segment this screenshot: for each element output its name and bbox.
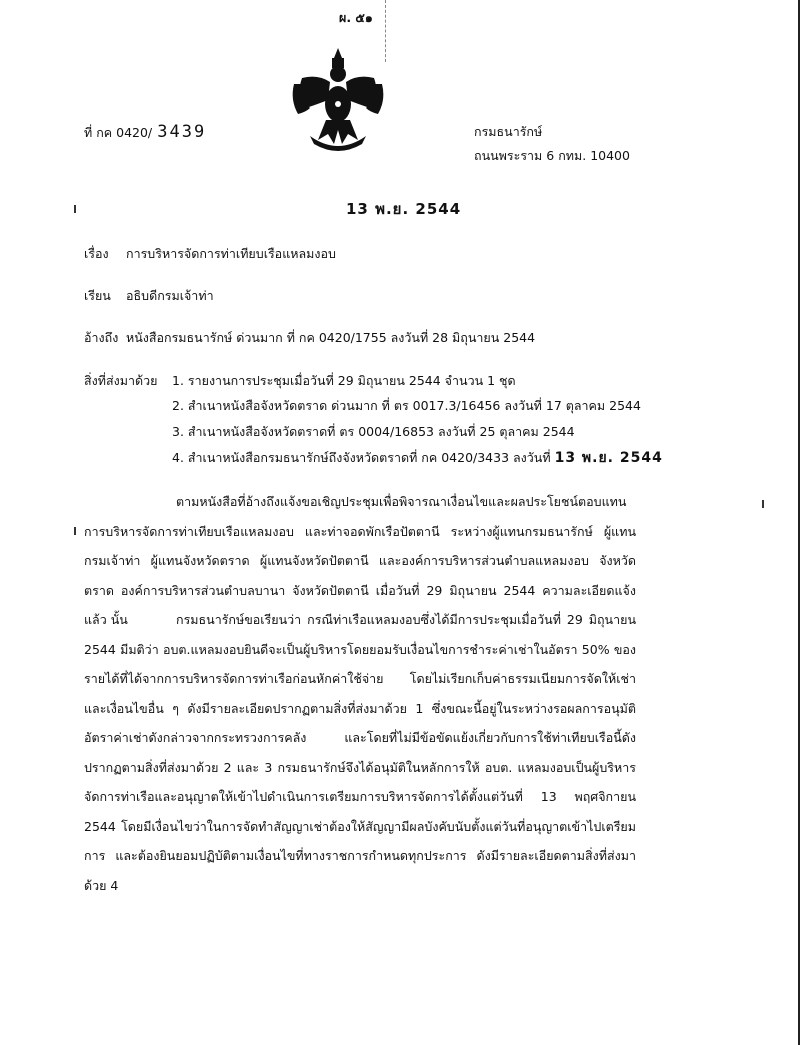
subject-label: เรื่อง xyxy=(84,246,109,261)
punch-mark xyxy=(762,500,764,508)
reference-label: อ้างถึง xyxy=(84,330,119,345)
enclosure-item: 2. สำเนาหนังสือจังหวัดตราด ด่วนมาก ที่ ตร 0017.3/16456 ลงวันที่ 17 ตุลาคม 2544 xyxy=(172,398,641,413)
punch-mark xyxy=(74,205,76,213)
reference-prefix: ที่ กค 0420/ xyxy=(84,125,153,140)
reference-number-value: 3439 xyxy=(157,122,207,142)
enclosures-label: สิ่งที่ส่งมาด้วย xyxy=(84,373,158,388)
sender-org: กรมธนารักษ์ xyxy=(474,124,543,139)
recipient-text: อธิบดีกรมเจ้าท่า xyxy=(126,288,214,303)
enclosure-item: 1. รายงานการประชุมเมื่อวันที่ 29 มิถุนายน 2544 จำนวน 1 ชุด xyxy=(172,373,516,388)
sender-address: ถนนพระราม 6 กทม. 10400 xyxy=(474,148,630,163)
punch-mark xyxy=(74,527,76,535)
enclosure-item-text: 4. สำเนาหนังสือกรมธนารักษ์ถึงจังหวัดตราดที่ กค 0420/3433 ลงวันที่ xyxy=(172,450,551,465)
recipient-label: เรียน xyxy=(84,288,111,303)
enclosure-item: 3. สำเนาหนังสือจังหวัดตราดที่ ตร 0004/16853 ลงวันที่ 25 ตุลาคม 2544 xyxy=(172,424,575,439)
body-paragraph-2: กรมธนารักษ์ขอเรียนว่า กรณีท่าเรือแหลมงอบซึ่งได้มีการประชุมเมื่อวันที่ 29 มิถุนายน 2544 มีมติว่า อบต.แหลมงอบยินดีจะเป็นผู้บริหารโดยยอมรับเงื่อนไขการชำระค่าเช่าในอัตรา 50% ของรายได้ที่ได้จากการบริหารจัดการท่าเรือก่อนหักค่าใช้จ่าย โดยไม่เรียกเก็บค่าธรรมเนียมการจัดให้เช่าและเงื่อนไขอื่น ๆ ดังมีรายละเอียดปรากฏตามสิ่งที่ส่งมาด้วย 1 ซึ่งขณะนี้อยู่ในระหว่างรอผลการอนุมัติอัตราค่าเช่าดังกล่าวจากกระทรวงการคลัง และโดยที่ไม่มีข้อขัดแย้งเกี่ยวกับการใช้ท่าเทียบเรือนี้ดังปรากฏตามสิ่งที่ส่งมาด้วย 2 และ 3 กรมธนารักษ์จึงได้อนุมัติในหลักการให้ อบต. แหลมงอบเป็นผู้บริหารจัดการท่าเรือและอนุญาตให้เข้าไปดำเนินการเตรียมการบริหารจัดการได้ตั้งแต่วันที่ 13 พฤศจิกายน 2544 โดยมีเงื่อนไขว่าในการจัดทำสัญญาเช่าต้องให้สัญญามีผลบังคับนับตั้งแต่วันที่อนุญาตเข้าไปเตรียมการ และต้องยินยอมปฏิบัติตามเงื่อนไขที่ทางราชการกำหนดทุกประการ ดังมีรายละเอียดตามสิ่งที่ส่งมาด้วย 4 xyxy=(84,612,636,893)
garuda-emblem xyxy=(288,44,388,152)
enclosure-item xyxy=(172,450,663,466)
body-paragraph-1: ตามหนังสือที่อ้างถึงแจ้งขอเชิญประชุมเพื่อพิจารณาเงื่อนไขและผลประโยชน์ตอบแทนการบริหารจัดการท่าเทียบเรือแหลมงอบ และท่าจอดพักเรือปัตตานี ระหว่างผู้แทนกรมธนารักษ์ ผู้แทนกรมเจ้าท่า ผู้แทนจังหวัดตราด ผู้แทนจังหวัดปัตตานี และองค์การบริหารส่วนตำบลแหลมงอบ จังหวัดตราด องค์การบริหารส่วนตำบลบานา จังหวัดปัตตานี เมื่อวันที่ 29 มิถุนายน 2544 ความละเอียดแจ้งแล้ว นั้น xyxy=(84,494,636,627)
letter-date: 13 พ.ย. 2544 xyxy=(346,200,462,218)
reference-text: หนังสือกรมธนารักษ์ ด่วนมาก ที่ กค 0420/1755 ลงวันที่ 28 มิถุนายน 2544 xyxy=(126,330,536,345)
subject-text: การบริหารจัดการท่าเทียบเรือแหลมงอบ xyxy=(126,246,336,261)
reference-number xyxy=(84,122,206,142)
enclosure-item-date: 13 พ.ย. 2544 xyxy=(554,450,663,466)
form-code: ผ. ๕๑ xyxy=(339,10,373,25)
